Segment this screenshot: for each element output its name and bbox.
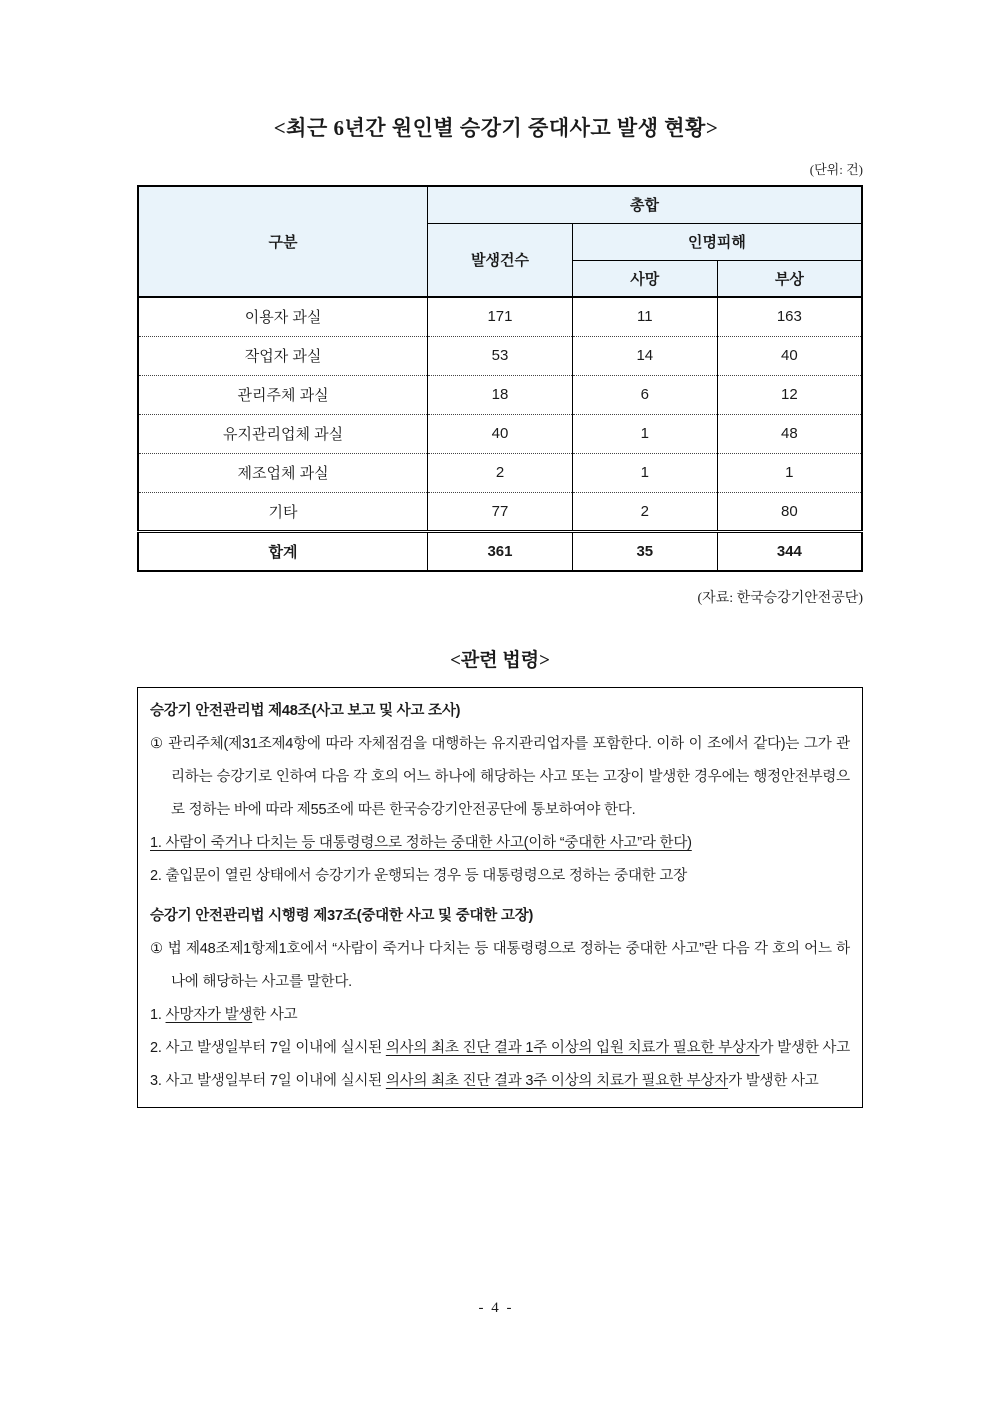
cell-deaths: 11	[572, 297, 717, 336]
table-header	[138, 186, 862, 297]
cell-occurrences: 40	[428, 414, 573, 453]
content-area	[137, 159, 863, 1108]
cell-occurrences: 77	[428, 492, 573, 531]
col-header-casualties: 인명피해	[572, 223, 862, 260]
total-occurrences: 361	[428, 531, 573, 571]
law2-item3-number: 3.	[150, 1073, 166, 1089]
law2-paragraph1: ① 법 제48조제1항제1호에서 “사람이 죽거나 다치는 등 대통령령으로 정하는 중대한 사고”란 다음 각 호의 어느 하나에 해당하는 사고를 말한다.	[150, 941, 850, 990]
cell-occurrences: 53	[428, 336, 573, 375]
law1-heading: 승강기 안전관리법 제48조(사고 보고 및 사고 조사)	[150, 703, 461, 719]
law1-item1	[150, 827, 850, 860]
law2-item1-rest: 한 사고	[252, 1007, 298, 1023]
law1-item2: 2. 출입문이 열린 상태에서 승강기가 운행되는 경우 등 대통령령으로 정하는 중대한 고장	[150, 868, 688, 884]
col-header-occurrences: 발생건수	[428, 223, 573, 297]
col-header-total: 총합	[428, 186, 862, 223]
col-header-deaths: 사망	[572, 260, 717, 297]
row-label: 이용자 과실	[138, 297, 428, 336]
source-note: (자료: 한국승강기안전공단)	[697, 591, 863, 606]
row-label: 관리주체 과실	[138, 375, 428, 414]
law2-item1	[150, 999, 850, 1032]
cell-deaths: 2	[572, 492, 717, 531]
law1-item1-underlined: 1. 사람이 죽거나 다치는 등 대통령령으로 정하는 중대한 사고(이하 “중대한 사고”라 한다)	[150, 835, 692, 851]
law2-item3-rest: 가 발생한 사고	[728, 1073, 819, 1089]
cell-deaths: 1	[572, 453, 717, 492]
law2-item1-underlined: 사망자가 발생	[165, 1007, 253, 1023]
table-row	[138, 492, 862, 531]
law2-item2-rest: 가 발생한 사고	[759, 1040, 850, 1056]
cell-occurrences: 18	[428, 375, 573, 414]
col-header-category: 구분	[138, 186, 428, 297]
table-row	[138, 414, 862, 453]
section-title-related-laws: <관련 법령>	[450, 650, 550, 671]
law2-item2	[150, 1032, 850, 1065]
table-total-row	[138, 531, 862, 571]
law2-item2-pre: 사고 발생일부터 7일 이내에 실시된	[165, 1040, 386, 1056]
law1-paragraph1: ① 관리주체(제31조제4항에 따라 자체점검을 대행하는 유지관리업자를 포함한다. 이하 이 조에서 같다)는 그가 관리하는 승강기로 인하여 다음 각 호의 어느 하나에 해당하는 사고 또는 고장이 발생한 경우에는 행정안전부령으로 정하는 바에 따라 제55조에 따른 한국승강기안전공단에 통보하여야 한다.	[150, 736, 850, 818]
law2-heading: 승강기 안전관리법 시행령 제37조(중대한 사고 및 중대한 고장)	[150, 908, 534, 924]
cell-injuries: 80	[717, 492, 862, 531]
accident-statistics-table	[137, 185, 863, 572]
table-row	[138, 297, 862, 336]
row-label: 작업자 과실	[138, 336, 428, 375]
row-label: 기타	[138, 492, 428, 531]
total-label: 합계	[138, 531, 428, 571]
cell-injuries: 12	[717, 375, 862, 414]
page-number: - 4 -	[478, 1300, 514, 1316]
table-row	[138, 453, 862, 492]
cell-occurrences: 2	[428, 453, 573, 492]
unit-note: (단위: 건)	[809, 162, 863, 177]
cell-deaths: 14	[572, 336, 717, 375]
table-row	[138, 375, 862, 414]
total-injuries: 344	[717, 531, 862, 571]
cell-injuries: 1	[717, 453, 862, 492]
law2-item3-underlined: 의사의 최초 진단 결과 3주 이상의 치료가 필요한 부상자	[385, 1073, 729, 1089]
row-label: 제조업체 과실	[138, 453, 428, 492]
law2-item1-number: 1.	[150, 1007, 166, 1023]
cell-injuries: 163	[717, 297, 862, 336]
row-label: 유지관리업체 과실	[138, 414, 428, 453]
cell-deaths: 1	[572, 414, 717, 453]
law-reference-box	[137, 687, 863, 1108]
cell-injuries: 40	[717, 336, 862, 375]
cell-deaths: 6	[572, 375, 717, 414]
table-row	[138, 336, 862, 375]
cell-occurrences: 171	[428, 297, 573, 336]
col-header-injuries: 부상	[717, 260, 862, 297]
law2-item3-pre: 사고 발생일부터 7일 이내에 실시된	[165, 1073, 386, 1089]
page-title: <최근 6년간 원인별 승강기 중대사고 발생 현황>	[273, 116, 719, 140]
total-deaths: 35	[572, 531, 717, 571]
law2-item3	[150, 1065, 850, 1098]
cell-injuries: 48	[717, 414, 862, 453]
law2-item2-number: 2.	[150, 1040, 166, 1056]
law2-item2-underlined: 의사의 최초 진단 결과 1주 이상의 입원 치료가 필요한 부상자	[385, 1040, 760, 1056]
